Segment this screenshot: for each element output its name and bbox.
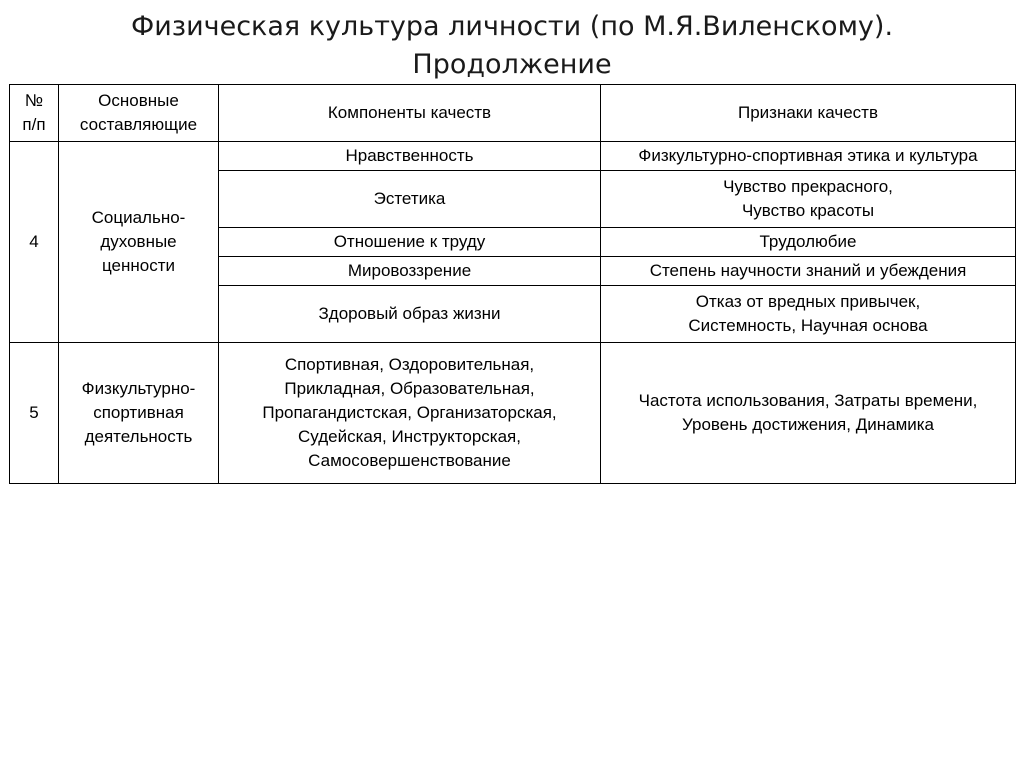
header-number: № п/п <box>10 85 59 142</box>
signs-cell: Физкультурно-спортивная этика и культура <box>601 142 1016 171</box>
component-cell: Спортивная, Оздоровительная, Прикладная, Образовательная, Пропагандистская, Организаторская, Судейская, Инструкторская, Самосовершенствование <box>219 343 601 484</box>
signs-cell: Чувство прекрасного, Чувство красоты <box>601 171 1016 228</box>
group-name-cell: Физкультурно- спортивная деятельность <box>59 343 219 484</box>
qualities-table <box>9 84 1016 484</box>
group-number-cell: 5 <box>10 343 59 484</box>
title-line-1: Физическая культура личности (по М.Я.Виленскому). <box>130 11 894 42</box>
component-cell: Здоровый образ жизни <box>219 286 601 343</box>
signs-cell: Частота использования, Затраты времени, Уровень достижения, Динамика <box>601 343 1016 484</box>
table-row <box>10 343 1016 484</box>
signs-cell: Отказ от вредных привычек, Системность, Научная основа <box>601 286 1016 343</box>
component-cell: Эстетика <box>219 171 601 228</box>
title-line-2: Продолжение <box>412 49 612 80</box>
header-quality-signs: Признаки качеств <box>601 85 1016 142</box>
component-cell: Отношение к труду <box>219 228 601 257</box>
slide-title <box>0 8 1024 84</box>
table-header-row <box>10 85 1016 142</box>
group-name-cell: Социально- духовные ценности <box>59 142 219 343</box>
header-main-components: Основные составляющие <box>59 85 219 142</box>
component-cell: Мировоззрение <box>219 257 601 286</box>
component-cell: Нравственность <box>219 142 601 171</box>
signs-cell: Трудолюбие <box>601 228 1016 257</box>
group-number-cell: 4 <box>10 142 59 343</box>
signs-cell: Степень научности знаний и убеждения <box>601 257 1016 286</box>
header-quality-components: Компоненты качеств <box>219 85 601 142</box>
table-row <box>10 142 1016 171</box>
